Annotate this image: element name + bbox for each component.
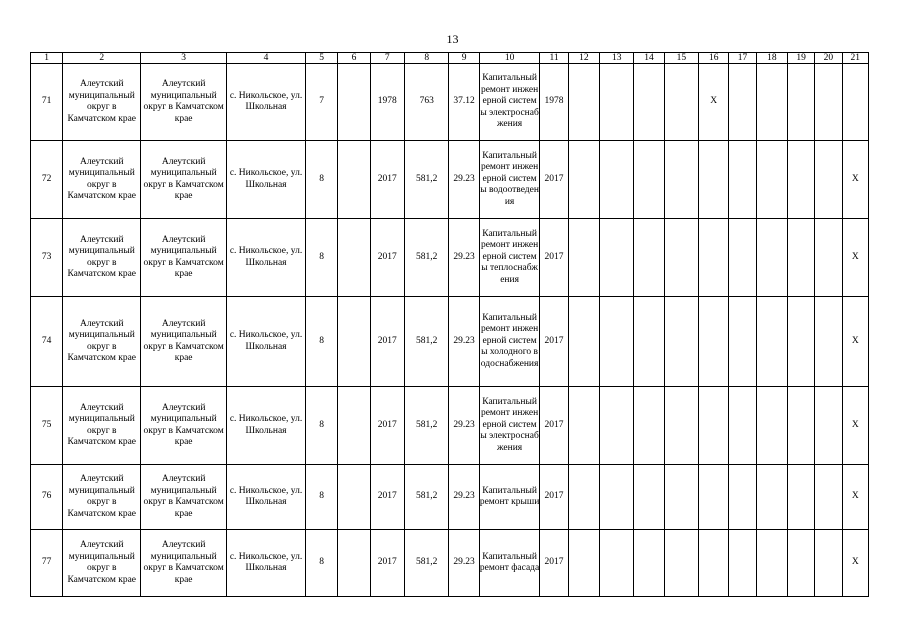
table-cell-col-9: 29.23 <box>449 465 479 530</box>
table-cell-col-18 <box>756 465 787 530</box>
column-header-7: 7 <box>370 53 404 64</box>
table-cell-col-10: Капитальный ремонт инженерной системы электроснабжения <box>479 64 540 141</box>
table-cell-col-18 <box>756 64 787 141</box>
column-header-1: 1 <box>31 53 63 64</box>
column-header-15: 15 <box>664 53 698 64</box>
table-cell-col-21: X <box>842 219 868 297</box>
table-cell-col-15 <box>664 530 698 597</box>
table-cell-col-19 <box>787 387 814 465</box>
column-header-5: 5 <box>305 53 337 64</box>
table-cell-col-20 <box>815 387 842 465</box>
table-cell-col-8: 581,2 <box>404 141 448 219</box>
table-cell-col-8: 581,2 <box>404 387 448 465</box>
table-body <box>31 53 869 597</box>
table-cell-col-13 <box>600 387 634 465</box>
table-cell-col-8: 581,2 <box>404 530 448 597</box>
table-cell-col-15 <box>664 387 698 465</box>
table-row <box>31 141 869 219</box>
table-cell-col-9: 29.23 <box>449 141 479 219</box>
table-cell-col-19 <box>787 141 814 219</box>
table-cell-col-2: Алеутский муниципальный округ в Камчатском крае <box>63 530 141 597</box>
table-cell-col-1: 73 <box>31 219 63 297</box>
table-cell-col-20 <box>815 530 842 597</box>
table-cell-col-17 <box>729 64 756 141</box>
table-cell-col-10: Капитальный ремонт фасада <box>479 530 540 597</box>
table-cell-col-16 <box>699 530 729 597</box>
table-cell-col-19 <box>787 64 814 141</box>
table-cell-col-3: Алеутский муниципальный округ в Камчатском крае <box>141 530 227 597</box>
table-cell-col-19 <box>787 465 814 530</box>
column-header-14: 14 <box>634 53 664 64</box>
table-cell-col-18 <box>756 530 787 597</box>
table-cell-col-7: 2017 <box>370 141 404 219</box>
table-cell-col-18 <box>756 387 787 465</box>
header-row <box>31 53 869 64</box>
table-cell-col-17 <box>729 219 756 297</box>
table-cell-col-7: 2017 <box>370 219 404 297</box>
table-row <box>31 387 869 465</box>
table-cell-col-7: 1978 <box>370 64 404 141</box>
table-cell-col-7: 2017 <box>370 465 404 530</box>
table-cell-col-8: 581,2 <box>404 465 448 530</box>
table-cell-col-4: с. Никольское, ул. Школьная <box>227 141 306 219</box>
table-cell-col-4: с. Никольское, ул. Школьная <box>227 297 306 387</box>
table-cell-col-12 <box>568 141 599 219</box>
table-cell-col-16 <box>699 219 729 297</box>
table-cell-col-17 <box>729 530 756 597</box>
table-cell-col-14 <box>634 297 664 387</box>
table-cell-col-13 <box>600 530 634 597</box>
table-cell-col-16: X <box>699 64 729 141</box>
column-header-13: 13 <box>600 53 634 64</box>
table-cell-col-16 <box>699 387 729 465</box>
table-cell-col-4: с. Никольское, ул. Школьная <box>227 64 306 141</box>
table-cell-col-8: 581,2 <box>404 219 448 297</box>
table-cell-col-11: 2017 <box>540 465 568 530</box>
table-cell-col-11: 2017 <box>540 141 568 219</box>
table-cell-col-19 <box>787 297 814 387</box>
table-cell-col-5: 7 <box>305 64 337 141</box>
table-cell-col-16 <box>699 465 729 530</box>
table-cell-col-16 <box>699 141 729 219</box>
table-cell-col-9: 29.23 <box>449 219 479 297</box>
table-cell-col-2: Алеутский муниципальный округ в Камчатском крае <box>63 141 141 219</box>
table-cell-col-6 <box>338 465 370 530</box>
column-header-17: 17 <box>729 53 756 64</box>
table-cell-col-6 <box>338 64 370 141</box>
table-row <box>31 465 869 530</box>
table-cell-col-20 <box>815 297 842 387</box>
table-cell-col-21: X <box>842 465 868 530</box>
column-header-20: 20 <box>815 53 842 64</box>
table-cell-col-8: 763 <box>404 64 448 141</box>
table-cell-col-15 <box>664 465 698 530</box>
table-cell-col-13 <box>600 64 634 141</box>
table-cell-col-2: Алеутский муниципальный округ в Камчатском крае <box>63 297 141 387</box>
table-cell-col-6 <box>338 297 370 387</box>
table-cell-col-17 <box>729 297 756 387</box>
table-cell-col-17 <box>729 387 756 465</box>
table-cell-col-2: Алеутский муниципальный округ в Камчатском крае <box>63 219 141 297</box>
table-cell-col-13 <box>600 141 634 219</box>
table-row <box>31 64 869 141</box>
table-cell-col-3: Алеутский муниципальный округ в Камчатском крае <box>141 219 227 297</box>
table-cell-col-13 <box>600 465 634 530</box>
table-cell-col-9: 29.23 <box>449 530 479 597</box>
column-header-9: 9 <box>449 53 479 64</box>
table-cell-col-10: Капитальный ремонт крыши <box>479 465 540 530</box>
column-header-4: 4 <box>227 53 306 64</box>
table-cell-col-19 <box>787 530 814 597</box>
table-cell-col-6 <box>338 141 370 219</box>
table-cell-col-4: с. Никольское, ул. Школьная <box>227 465 306 530</box>
table-cell-col-15 <box>664 297 698 387</box>
table-cell-col-12 <box>568 297 599 387</box>
table-cell-col-3: Алеутский муниципальный округ в Камчатском крае <box>141 465 227 530</box>
table-cell-col-1: 71 <box>31 64 63 141</box>
table-cell-col-10: Капитальный ремонт инженерной системы водоотведения <box>479 141 540 219</box>
table-cell-col-5: 8 <box>305 219 337 297</box>
table-cell-col-15 <box>664 141 698 219</box>
table-cell-col-11: 2017 <box>540 219 568 297</box>
table-cell-col-20 <box>815 64 842 141</box>
table-cell-col-9: 37.12 <box>449 64 479 141</box>
column-header-19: 19 <box>787 53 814 64</box>
table-cell-col-12 <box>568 219 599 297</box>
column-header-8: 8 <box>404 53 448 64</box>
table-cell-col-11: 2017 <box>540 530 568 597</box>
table-cell-col-3: Алеутский муниципальный округ в Камчатском крае <box>141 64 227 141</box>
data-table <box>30 52 869 597</box>
table-cell-col-5: 8 <box>305 530 337 597</box>
column-header-11: 11 <box>540 53 568 64</box>
table-cell-col-12 <box>568 530 599 597</box>
table-cell-col-11: 1978 <box>540 64 568 141</box>
table-cell-col-7: 2017 <box>370 530 404 597</box>
column-header-12: 12 <box>568 53 599 64</box>
table-cell-col-14 <box>634 64 664 141</box>
table-cell-col-15 <box>664 64 698 141</box>
table-cell-col-14 <box>634 219 664 297</box>
table-cell-col-2: Алеутский муниципальный округ в Камчатском крае <box>63 465 141 530</box>
table-cell-col-4: с. Никольское, ул. Школьная <box>227 219 306 297</box>
table-cell-col-20 <box>815 141 842 219</box>
table-cell-col-15 <box>664 219 698 297</box>
table-cell-col-6 <box>338 530 370 597</box>
table-cell-col-10: Капитальный ремонт инженерной системы теплоснабжения <box>479 219 540 297</box>
table-cell-col-14 <box>634 530 664 597</box>
table-cell-col-10: Капитальный ремонт инженерной системы холодного водоснабжения <box>479 297 540 387</box>
table-cell-col-9: 29.23 <box>449 297 479 387</box>
table-cell-col-12 <box>568 387 599 465</box>
column-header-16: 16 <box>699 53 729 64</box>
column-header-18: 18 <box>756 53 787 64</box>
table-row <box>31 530 869 597</box>
table-cell-col-5: 8 <box>305 465 337 530</box>
column-header-6: 6 <box>338 53 370 64</box>
table-cell-col-20 <box>815 219 842 297</box>
table-cell-col-21: X <box>842 141 868 219</box>
page-number: 13 <box>446 32 459 46</box>
table-cell-col-16 <box>699 297 729 387</box>
column-header-3: 3 <box>141 53 227 64</box>
table-cell-col-1: 74 <box>31 297 63 387</box>
table-cell-col-5: 8 <box>305 141 337 219</box>
table-cell-col-4: с. Никольское, ул. Школьная <box>227 530 306 597</box>
table-cell-col-3: Алеутский муниципальный округ в Камчатском крае <box>141 297 227 387</box>
table-cell-col-18 <box>756 219 787 297</box>
table-cell-col-7: 2017 <box>370 297 404 387</box>
table-cell-col-18 <box>756 297 787 387</box>
table-cell-col-20 <box>815 465 842 530</box>
table-cell-col-21 <box>842 64 868 141</box>
table-cell-col-11: 2017 <box>540 387 568 465</box>
table-cell-col-5: 8 <box>305 387 337 465</box>
table-cell-col-12 <box>568 465 599 530</box>
table-cell-col-5: 8 <box>305 297 337 387</box>
column-header-21: 21 <box>842 53 868 64</box>
table-cell-col-14 <box>634 141 664 219</box>
table-cell-col-8: 581,2 <box>404 297 448 387</box>
table-cell-col-6 <box>338 219 370 297</box>
table-cell-col-21: X <box>842 530 868 597</box>
table-row <box>31 219 869 297</box>
table-cell-col-1: 72 <box>31 141 63 219</box>
table-cell-col-2: Алеутский муниципальный округ в Камчатском крае <box>63 64 141 141</box>
table-cell-col-17 <box>729 141 756 219</box>
table-cell-col-19 <box>787 219 814 297</box>
table-cell-col-21: X <box>842 297 868 387</box>
table-cell-col-11: 2017 <box>540 297 568 387</box>
table-cell-col-17 <box>729 465 756 530</box>
table-cell-col-1: 77 <box>31 530 63 597</box>
table-cell-col-18 <box>756 141 787 219</box>
table-cell-col-6 <box>338 387 370 465</box>
table-cell-col-4: с. Никольское, ул. Школьная <box>227 387 306 465</box>
table-cell-col-3: Алеутский муниципальный округ в Камчатском крае <box>141 141 227 219</box>
table-cell-col-2: Алеутский муниципальный округ в Камчатском крае <box>63 387 141 465</box>
table-row <box>31 297 869 387</box>
table-cell-col-3: Алеутский муниципальный округ в Камчатском крае <box>141 387 227 465</box>
column-header-10: 10 <box>479 53 540 64</box>
table-cell-col-10: Капитальный ремонт инженерной системы электроснабжения <box>479 387 540 465</box>
table-cell-col-21: X <box>842 387 868 465</box>
column-header-2: 2 <box>63 53 141 64</box>
table-cell-col-1: 75 <box>31 387 63 465</box>
table-cell-col-12 <box>568 64 599 141</box>
table-cell-col-9: 29.23 <box>449 387 479 465</box>
table-cell-col-1: 76 <box>31 465 63 530</box>
table-cell-col-7: 2017 <box>370 387 404 465</box>
table-cell-col-14 <box>634 387 664 465</box>
table-cell-col-13 <box>600 219 634 297</box>
table-cell-col-13 <box>600 297 634 387</box>
table-cell-col-14 <box>634 465 664 530</box>
